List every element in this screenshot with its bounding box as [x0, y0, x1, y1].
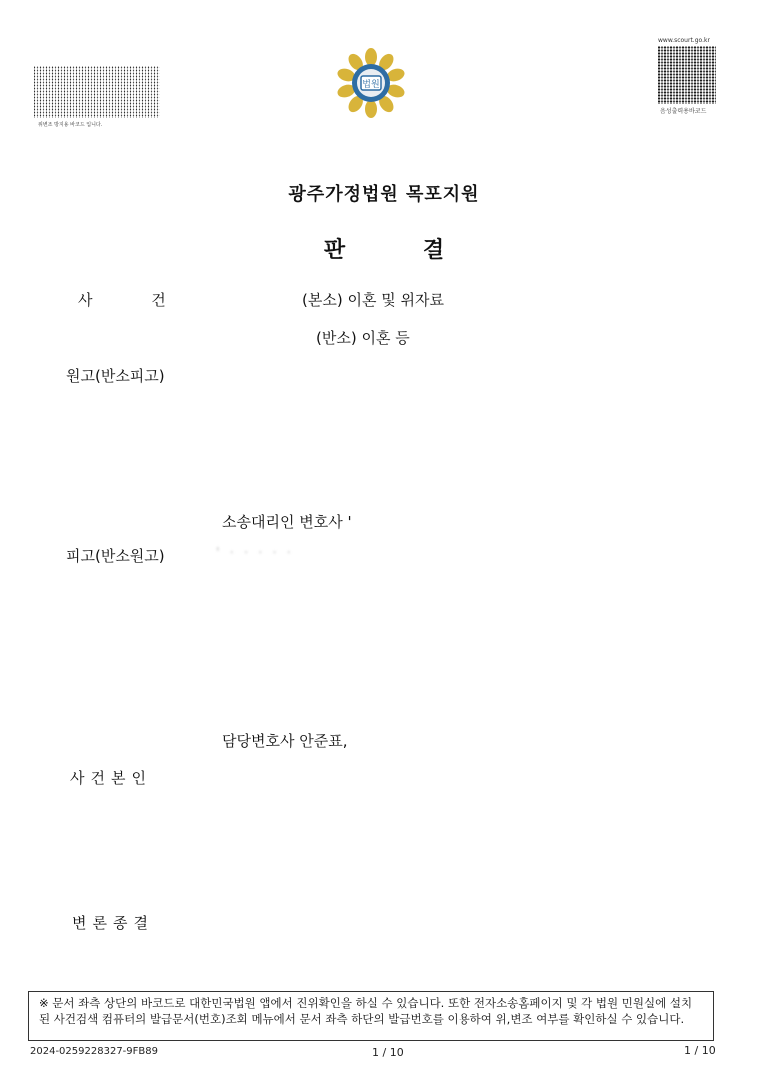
- defendant-attorney: 담당변호사 안준표,: [222, 732, 348, 750]
- qr-url: www.scourt.go.kr: [658, 37, 710, 44]
- barcode-caption: 위변조 방지용 바코드 입니다.: [38, 122, 103, 128]
- verification-notice: ※ 문서 좌측 상단의 바코드로 대한민국법원 앱에서 진위확인을 하실 수 있습니다. 또한 전자소송홈페이지 및 각 법원 민원실에 설치된 사건검색 컴퓨터의 발급문서(번호)조회 메뉴에서 문서 좌측 하단의 발급번호를 이용하여 위,변조 여부를 확인하실 수 있습니다.: [28, 991, 714, 1041]
- authentication-barcode: [34, 66, 160, 118]
- emblem-text: 법원: [362, 80, 380, 90]
- case-counter: (반소) 이혼 등: [316, 329, 410, 347]
- page-number-center: 1 / 10: [372, 1046, 404, 1059]
- defendant-name-redacted: ' · · · · ·: [216, 546, 294, 561]
- plaintiff-label: 원고(반소피고): [66, 367, 165, 385]
- page-number-right: 1 / 10: [684, 1044, 716, 1057]
- document-title: 판 결: [323, 238, 445, 263]
- issue-number: 2024-0259228327-9FB89: [30, 1046, 158, 1057]
- qr-caption: 음성출력용바코드: [660, 108, 707, 115]
- closing-argument-label: 변론종결: [72, 914, 154, 932]
- case-principal-label: 사건본인: [70, 769, 152, 787]
- case-main: (본소) 이혼 및 위자료: [302, 291, 444, 309]
- qr-code: [658, 46, 716, 104]
- court-emblem-icon: [335, 47, 407, 119]
- plaintiff-agent: 소송대리인 변호사 ': [222, 513, 352, 531]
- court-name: 광주가정법원 목포지원: [288, 184, 480, 205]
- defendant-label: 피고(반소원고): [66, 547, 165, 565]
- case-label: 사 건: [78, 291, 166, 309]
